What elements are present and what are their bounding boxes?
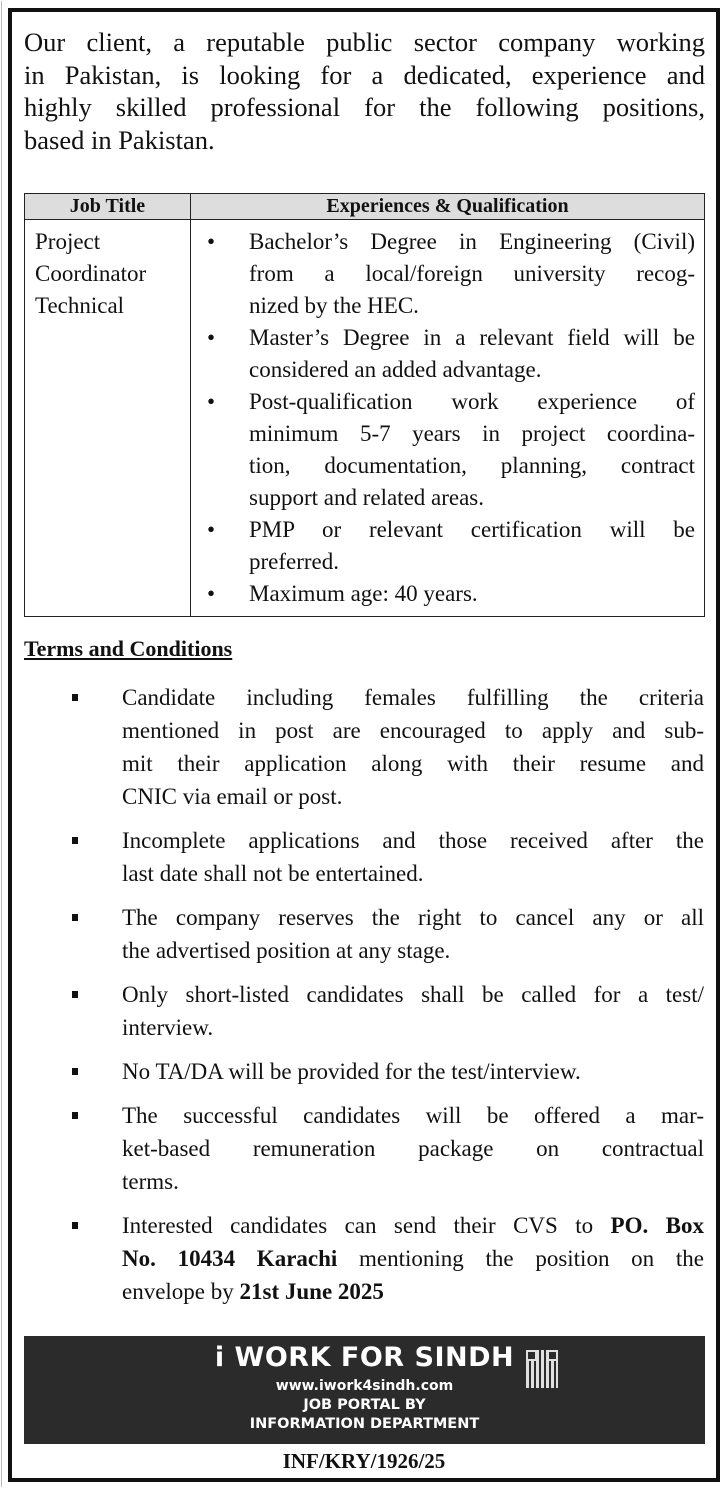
text-line: Technical bbox=[35, 293, 125, 318]
header-job-title: Job Title bbox=[25, 194, 191, 220]
square-bullet-icon bbox=[72, 1222, 78, 1229]
term-item bbox=[24, 978, 704, 1044]
text-line: No TA/DA will be provided for the test/interview. bbox=[122, 1059, 581, 1084]
portal-caption-line: INFORMATION DEPARTMENT bbox=[249, 1416, 480, 1432]
job-title-cell bbox=[35, 226, 146, 322]
text-line: nized by the HEC. bbox=[249, 293, 419, 318]
text-line: based in Pakistan. bbox=[24, 124, 215, 155]
term-item bbox=[24, 1099, 704, 1198]
text-line: Interested candidates can send their CVS to PO. Box bbox=[122, 1213, 704, 1238]
text-line: from a local/foreign university recog- bbox=[249, 261, 695, 286]
text-line: tion, documentation, planning, contract bbox=[249, 453, 695, 478]
text-line: preferred. bbox=[249, 549, 340, 574]
text-line: last date shall not be entertained. bbox=[122, 861, 424, 886]
portal-caption bbox=[24, 1396, 705, 1434]
bullet-icon: • bbox=[206, 581, 216, 606]
term-item bbox=[24, 1209, 704, 1308]
term-item bbox=[24, 1055, 704, 1088]
term-item bbox=[24, 824, 704, 890]
text-line: Candidate including females fulfilling the criteria bbox=[122, 685, 704, 710]
text-line: Incomplete applications and those received after the bbox=[122, 828, 704, 853]
text-line: The company reserves the right to cancel any or all bbox=[122, 905, 704, 930]
square-bullet-icon bbox=[72, 914, 78, 921]
text-line: CNIC via email or post. bbox=[122, 784, 343, 809]
positions-table bbox=[24, 193, 705, 617]
text-line: Only short-listed candidates shall be called for a test/ bbox=[122, 982, 704, 1007]
text-line: envelope by 21st June 2025 bbox=[122, 1279, 384, 1304]
bullet-icon: • bbox=[206, 229, 216, 254]
text-line: minimum 5-7 years in project coordina- bbox=[249, 421, 695, 446]
text-line: Coordinator bbox=[35, 261, 147, 286]
header-qualification: Experiences & Qualification bbox=[191, 194, 704, 220]
intro-paragraph bbox=[24, 26, 705, 156]
qualification-item bbox=[201, 514, 695, 578]
text-line: highly skilled professional for the following positions, bbox=[24, 92, 705, 122]
text-line: interview. bbox=[122, 1015, 214, 1040]
text-line: mentioned in post are encouraged to apply and sub- bbox=[122, 718, 704, 743]
text-line: the advertised position at any stage. bbox=[122, 938, 451, 963]
bullet-icon: • bbox=[206, 389, 216, 414]
iwork-for-sindh-banner bbox=[24, 1336, 705, 1444]
text-line: PMP or relevant certification will be bbox=[249, 517, 695, 542]
brand-logo-text: i WORK FOR SINDH bbox=[214, 1342, 515, 1373]
text-line: Project bbox=[35, 229, 101, 254]
text-line: ket-based remuneration package on contractual bbox=[122, 1136, 704, 1161]
qualifications-list bbox=[201, 226, 695, 610]
square-bullet-icon bbox=[72, 837, 78, 844]
square-bullet-icon bbox=[72, 1068, 78, 1075]
text-line: Master’s Degree in a relevant field will be bbox=[249, 325, 695, 350]
square-bullet-icon bbox=[72, 991, 78, 998]
terms-heading: Terms and Conditions bbox=[24, 636, 233, 661]
text-line: Our client, a reputable public sector company working bbox=[24, 27, 705, 57]
text-line: Bachelor’s Degree in Engineering (Civil) bbox=[249, 229, 695, 254]
text-line: mit their application along with their resume and bbox=[122, 751, 704, 776]
text-line: The successful candidates will be offered a mar- bbox=[122, 1103, 704, 1128]
text-line: Maximum age: 40 years. bbox=[249, 581, 478, 606]
bullet-icon: • bbox=[206, 325, 216, 350]
term-item bbox=[24, 681, 704, 813]
column-divider bbox=[190, 219, 191, 616]
text-line: considered an added advantage. bbox=[249, 357, 542, 382]
bullet-icon: • bbox=[206, 517, 216, 542]
qualification-item bbox=[201, 578, 695, 610]
text-line: support and related areas. bbox=[249, 485, 485, 510]
qualification-item bbox=[201, 386, 695, 514]
qualification-item bbox=[201, 226, 695, 322]
text-line: terms. bbox=[122, 1169, 179, 1194]
reference-number: INF/KRY/1926/25 bbox=[282, 1449, 446, 1473]
qualification-item bbox=[201, 322, 695, 386]
square-bullet-icon bbox=[72, 694, 78, 701]
portal-caption-line: JOB PORTAL BY bbox=[303, 1397, 426, 1413]
portal-url: www.iwork4sindh.com bbox=[275, 1378, 454, 1394]
text-line: No. 10434 Karachi mentioning the position on the bbox=[122, 1246, 704, 1271]
term-item bbox=[24, 901, 704, 967]
text-line: Post-qualification work experience of bbox=[249, 389, 695, 414]
text-line: in Pakistan, is looking for a dedicated, experience and bbox=[24, 59, 705, 90]
square-bullet-icon bbox=[72, 1112, 78, 1119]
terms-list bbox=[24, 681, 704, 1319]
